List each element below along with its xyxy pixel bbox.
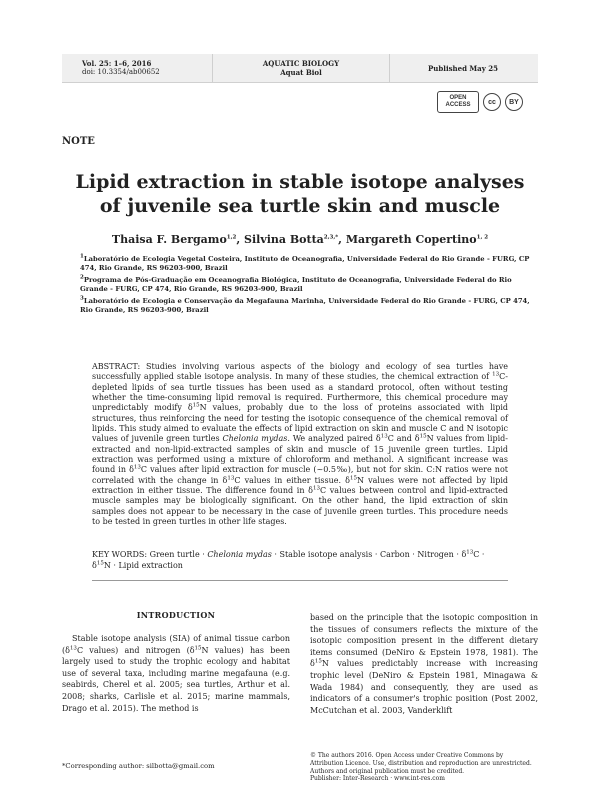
paper-title: Lipid extraction in stable isotope analyses of juvenile sea turtle skin and muscle (75, 171, 525, 217)
journal-name: AQUATIC BIOLOGY (262, 59, 340, 68)
keywords-label: KEY WORDS: (92, 550, 148, 559)
author-name: Margareth Copertino (345, 233, 477, 246)
body-column-right (310, 612, 538, 716)
abstract: ABSTRACT: Studies involving various aspects of the biology and ecology of sea turtles have successfully applied stable isotope analysis. In many of these studies, the chemical extraction of $^{13}$C-depleted lipids of sea turtle tissues has been used as a standard protocol, often without testing whether the time-consuming lipid removal is required. Furthermore, this chemical procedure may unpredictably modify $\delta^{15}N$ values, probably due to the loss of proteins associated with lipid structures, thus reinforcing the need for testing the isotopic consequence of the chemical removal of lipids. This study aimed to evaluate the effects of lipid extraction on skin and muscle C and N isotopic values of juvenile green turtles Chelonia mydas. We analyzed paired $\delta^{13}C$ and $\delta^{15}N$ values from lipid-extracted and non-lipid-extracted samples of skin and muscle of 15 juvenile green turtles. Lipid extraction was performed using a mixture of chloroform and methanol. A significant increase was found in $\delta^{13}C$ values after lipid extraction for muscle (~0.5‰), but not for skin. C:N ratios were not correlated with the change in $\delta^{13}C$ values in either tissue. $\delta^{15}N$ values were not affected by lipid extraction in either tissue. The difference found in $\delta^{13}C$ values between control and lipid-extracted muscle samples may be biologically significant. On the other hand, the lipid extraction of skin samples does not appear to be necessary in the case of juvenile green turtles. This procedure needs to be tested in green turtles in other life stages. (92, 362, 509, 527)
copyright-notice: © The authors 2016. Open Access under Creative Commons by Attribution Licence. Use, distribution and reproduction are unrestricted. Authors and original publication must be credited. Publisher: Inter-Research · www.int-res.com (310, 752, 532, 783)
journal-abbrev: Aquat Biol (280, 68, 322, 77)
section-heading: INTRODUCTION (136, 610, 216, 620)
intro-paragraph-continued: based on the principle that the isotopic composition in the tissues of consumers reflects the mixture of the isotopic composition present in the different dietary items consumed (DeNiro & Epstein 1978, 1981). The $\delta^{15}N$ values predictably increase with increasing trophic level (DeNiro & Epstein 1981, Minagawa & Wada 1984) and consequently, they are used as indicators of a consumer's trophic position (Post 2002, McCutchan et al. 2003, Vanderklift (310, 613, 538, 715)
affiliation-item: $^1$Laboratório de Ecologia Vegetal Costeira, Instituto de Oceanografia, Universidade Federal do Rio Grande - FURG, CP 474, Rio Grande, RS 96203-900, Brazil (80, 253, 530, 272)
corresponding-author-footnote: *Corresponding author: silbotta@gmail.com (62, 762, 215, 770)
keywords: KEY WORDS: Green turtle · Chelonia mydas · Stable isotope analysis · Carbon · Nitrogen · $\delta^{13}C$ · $\delta^{15}N$ · Lipid extraction (92, 549, 485, 570)
doi-line: doi: 10.3354/ab00652 (82, 68, 160, 76)
author-name: Silvina Botta (244, 233, 324, 246)
journal-header (62, 54, 538, 83)
published-date: Published May 25 (428, 63, 498, 73)
affiliations (66, 255, 536, 318)
header-volume-block (62, 54, 232, 82)
body-column-left (62, 600, 290, 714)
header-published-block (388, 54, 538, 82)
section-label: NOTE (62, 136, 95, 147)
publisher-line: Publisher: Inter-Research · www.int-res.com (310, 775, 445, 783)
species-name: Chelonia mydas (222, 434, 288, 444)
attribution-icon[interactable]: BY (505, 93, 523, 111)
creative-commons-icon[interactable]: cc (483, 93, 501, 111)
author-name: Thaisa F. Bergamo (111, 233, 227, 246)
header-journal-block (212, 54, 390, 82)
author-list: Thaisa F. Bergamo$^{1,2}$, Silvina Botta$^{2,3,*}$, Margareth Copertino$^{1, 2}$ (111, 233, 489, 246)
intro-paragraph: Stable isotope analysis (SIA) of animal tissue carbon ($\delta^{13}C$ values) and nitrogen ($\delta^{15}N$ values) has been largely used to study the trophic ecology and habitat use of several taxa, including marine megafauna (e.g. seabirds, Cherel et al. 2005; sea turtles, Arthur et al. 2008; sharks, Carlisle et al. 2015; marine mammals, Drago et al. 2015). The method is (62, 634, 291, 713)
open-access-icon[interactable]: OPEN ACCESS (437, 91, 479, 113)
section-divider (92, 580, 508, 581)
license-badges (437, 92, 523, 112)
affiliation-item: $^3$Laboratório de Ecologia e Conservação da Megafauna Marinha, Universidade Federal do Rio Grande - FURG, CP 474, Rio Grande, RS 96203-900, Brazil (80, 295, 530, 314)
volume-line: Vol. 25: 1–6, 2016 (82, 59, 152, 68)
affiliation-item: $^2$Programa de Pós-Graduação em Oceanografia Biológica, Instituto de Oceanografia, Universidade Federal do Rio Grande - FURG, CP 474, Rio Grande, RS 96203-900, Brazil (80, 274, 512, 293)
